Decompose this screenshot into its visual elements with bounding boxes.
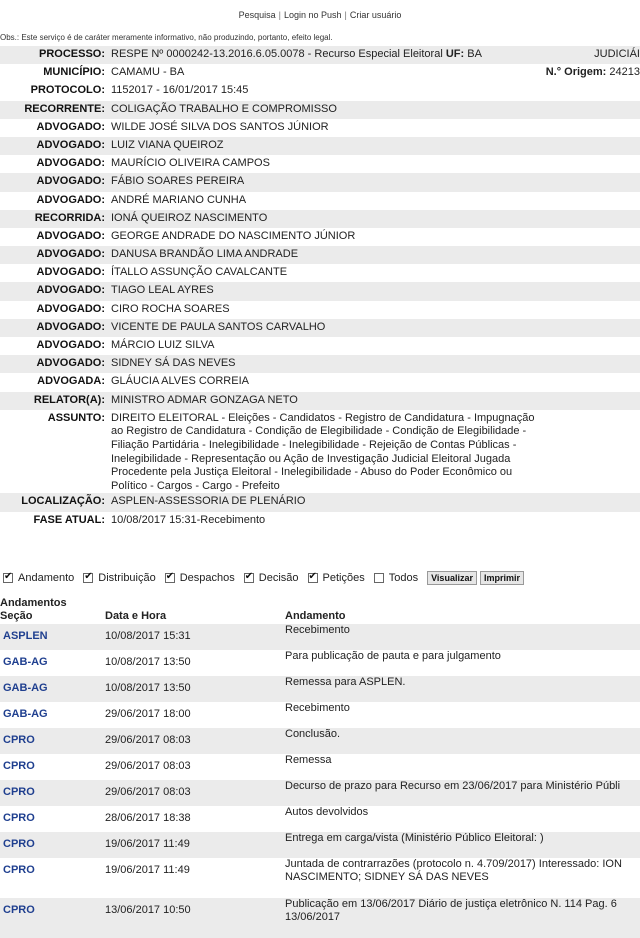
row-andamento: Juntada de contrarrazões (protocolo n. 4.709/2017) Interessado: ION NASCIMENTO; SIDNEY SÁ DAS NEVES	[285, 858, 622, 883]
row-secao-link[interactable]: GAB-AG	[3, 682, 48, 694]
info-row	[0, 210, 640, 228]
filter-bar	[0, 569, 524, 587]
processo-class-text: JUDICIÁI	[594, 48, 640, 60]
info-value: MINISTRO ADMAR GONZAGA NETO	[111, 393, 298, 406]
row-andamento: Remessa para ASPLEN.	[285, 676, 406, 688]
filter-label[interactable]: Andamento	[18, 572, 75, 584]
header-andamento: Andamento	[285, 610, 346, 622]
andamentos-header	[0, 610, 640, 624]
municipio-label: MUNICÍPIO:	[43, 66, 105, 79]
info-value: TIAGO LEAL AYRES	[111, 284, 214, 297]
info-label: ADVOGADO:	[36, 157, 105, 170]
row-secao-link[interactable]: GAB-AG	[3, 708, 48, 720]
origem-value: 24213	[609, 66, 640, 79]
assunto-value: DIREITO ELEITORAL - Eleições - Candidatos - Registro de Candidatura - Impugnação ao Registro de Candidatura - Condição de Elegibilidade - Condição de Elegibilidade - Filiação Partidária - Inelegibilidade - Inelegibilidade - Rejeição de Contas Públicas - Inelegibilidade - Representação ou Ação de Investigação Judicial Eleitoral Jugada Procedente pela Justiça Eleitoral - Inelegibilidade - Abuso do Poder Econômico ou Político - Cargos - Cargo - Prefeito	[111, 411, 535, 492]
table-row	[0, 806, 640, 832]
info-value: GLÁUCIA ALVES CORREIA	[111, 375, 249, 388]
row-andamento: Decurso de prazo para Recurso em 23/06/2017 para Ministério Públi	[285, 780, 621, 792]
info-value: SIDNEY SÁ DAS NEVES	[111, 357, 236, 370]
localizacao-row	[0, 493, 640, 511]
row-data-hora: 10/08/2017 15:31	[105, 630, 191, 642]
row-andamento: Autos devolvidos	[285, 806, 369, 818]
info-label: ADVOGADO:	[36, 175, 105, 188]
top-navigation	[0, 0, 640, 28]
row-andamento: Entrega em carga/vista (Ministério Público Eleitoral: )	[285, 832, 544, 844]
info-row	[0, 319, 640, 337]
info-label: ADVOGADO:	[36, 193, 105, 206]
info-value: ANDRÉ MARIANO CUNHA	[111, 193, 247, 206]
filter-label[interactable]: Petições	[322, 572, 365, 584]
row-data-hora: 28/06/2017 18:38	[105, 812, 191, 824]
info-label: ADVOGADO:	[36, 320, 105, 333]
nav-separator: |	[344, 10, 347, 20]
info-label: ADVOGADO:	[36, 138, 105, 151]
uf-value: BA	[467, 48, 482, 60]
table-row	[0, 780, 640, 806]
row-data-hora: 29/06/2017 08:03	[105, 786, 191, 798]
info-value: DANUSA BRANDÃO LIMA ANDRADE	[111, 248, 299, 261]
municipio-value: CAMAMU - BA	[111, 66, 185, 79]
row-data-hora: 19/06/2017 11:49	[105, 864, 190, 876]
visualizar-button[interactable]: Visualizar	[427, 571, 477, 585]
row-data-hora: 10/08/2017 13:50	[105, 656, 191, 668]
info-row	[0, 155, 640, 173]
row-secao-link[interactable]: CPRO	[3, 904, 35, 916]
info-value: FÁBIO SOARES PEREIRA	[111, 175, 245, 188]
info-row	[0, 355, 640, 373]
table-row	[0, 624, 640, 650]
info-value: MÁRCIO LUIZ SILVA	[111, 339, 215, 351]
filter-2	[162, 572, 235, 584]
info-row	[0, 337, 640, 355]
info-row	[0, 101, 640, 119]
filter-3	[241, 572, 299, 584]
row-secao-link[interactable]: CPRO	[3, 838, 35, 850]
table-row	[0, 858, 640, 898]
andamentos-title: Andamentos	[0, 597, 67, 609]
filter-5	[371, 572, 418, 584]
table-row	[0, 728, 640, 754]
filter-checkbox[interactable]	[308, 573, 318, 583]
header-secao: Seção	[0, 610, 33, 622]
fase-label: FASE ATUAL:	[33, 513, 105, 526]
table-row	[0, 650, 640, 676]
origem-label: N.° Origem:	[545, 66, 607, 79]
row-data-hora: 29/06/2017 08:03	[105, 760, 191, 772]
info-label: ADVOGADA:	[37, 375, 105, 388]
filter-checkbox[interactable]	[374, 573, 384, 583]
info-label: ADVOGADO:	[36, 284, 105, 297]
info-label: ADVOGADO:	[36, 357, 105, 370]
filter-label[interactable]: Distribuição	[98, 572, 156, 584]
row-andamento: Recebimento	[285, 624, 350, 636]
info-row	[0, 282, 640, 300]
row-andamento: Remessa	[285, 754, 332, 766]
header-data-hora: Data e Hora	[105, 610, 167, 622]
processo-value	[105, 46, 640, 60]
filter-label[interactable]: Todos	[388, 572, 419, 584]
row-data-hora: 13/06/2017 10:50	[105, 904, 191, 916]
info-value: IONÁ QUEIROZ NASCIMENTO	[111, 211, 268, 224]
info-label: PROTOCOLO:	[30, 84, 105, 97]
row-data-hora: 29/06/2017 18:00	[105, 708, 191, 720]
info-row	[0, 301, 640, 319]
filter-0	[0, 572, 74, 584]
table-row	[0, 702, 640, 728]
table-row	[0, 898, 640, 938]
localizacao-label: LOCALIZAÇÃO:	[21, 495, 105, 508]
row-andamento: Para publicação de pauta e para julgamento	[285, 650, 501, 662]
info-row	[0, 246, 640, 264]
info-row	[0, 192, 640, 210]
info-row	[0, 264, 640, 282]
info-value: GEORGE ANDRADE DO NASCIMENTO JÚNIOR	[111, 229, 356, 242]
info-label: RELATOR(A):	[33, 393, 105, 406]
info-label: ADVOGADO:	[36, 120, 105, 133]
row-secao-link[interactable]: GAB-AG	[3, 656, 48, 668]
fase-value: 10/08/2017 15:31-Recebimento	[111, 513, 266, 526]
assunto-row	[0, 410, 640, 494]
processo-number: RESPE Nº 0000242-13.2016.6.05.0078 - Recurso Especial Eleitoral	[111, 48, 443, 60]
processo-label: PROCESSO:	[38, 48, 105, 60]
nav-separator: |	[278, 10, 281, 20]
localizacao-value: ASPLEN-ASSESSORIA DE PLENÁRIO	[111, 495, 306, 508]
info-label: ADVOGADO:	[36, 339, 105, 351]
assunto-label: ASSUNTO:	[47, 411, 105, 424]
filter-checkbox[interactable]	[165, 573, 175, 583]
info-row	[0, 173, 640, 191]
row-secao-link[interactable]: CPRO	[3, 786, 35, 798]
info-label: RECORRENTE:	[24, 102, 105, 115]
municipio-row	[0, 64, 640, 82]
nav-link-login-push[interactable]: Login no Push	[283, 10, 342, 20]
info-row	[0, 392, 640, 410]
nav-link-pesquisa[interactable]: Pesquisa	[238, 10, 276, 20]
info-value: 1152017 - 16/01/2017 15:45	[111, 84, 249, 97]
info-value: WILDE JOSÉ SILVA DOS SANTOS JÚNIOR	[111, 120, 329, 133]
row-secao-link[interactable]: CPRO	[3, 864, 35, 876]
disclaimer-text: Obs.: Este serviço é de caráter meramente informativo, não produzindo, portanto, efeito legal.	[0, 33, 333, 42]
info-label: RECORRIDA:	[34, 211, 105, 224]
info-value: CIRO ROCHA SOARES	[111, 302, 230, 315]
info-label: ADVOGADO:	[36, 248, 105, 261]
row-data-hora: 10/08/2017 13:50	[105, 682, 191, 694]
table-row	[0, 754, 640, 780]
info-row	[0, 373, 640, 391]
filter-checkbox[interactable]	[83, 573, 93, 583]
andamentos-table	[0, 610, 640, 938]
info-label: ADVOGADO:	[36, 266, 105, 279]
info-row	[0, 82, 640, 100]
filter-checkbox[interactable]	[244, 573, 254, 583]
info-row	[0, 228, 640, 246]
row-secao-link[interactable]: CPRO	[3, 760, 35, 772]
row-andamento: Conclusão.	[285, 728, 341, 740]
info-row	[0, 137, 640, 155]
processo-row	[0, 46, 640, 64]
filter-checkbox[interactable]	[3, 573, 13, 583]
info-label: ADVOGADO:	[36, 302, 105, 315]
info-value: MAURÍCIO OLIVEIRA CAMPOS	[111, 157, 270, 170]
table-row	[0, 832, 640, 858]
info-row	[0, 119, 640, 137]
nav-link-criar-usuario[interactable]: Criar usuário	[349, 10, 402, 20]
filter-4	[305, 572, 365, 584]
process-info-table	[0, 46, 640, 530]
row-data-hora: 29/06/2017 08:03	[105, 734, 191, 746]
info-value: ÍTALLO ASSUNÇÃO CAVALCANTE	[111, 266, 288, 279]
filter-label[interactable]: Despachos	[179, 572, 235, 584]
row-secao-link[interactable]: ASPLEN	[3, 630, 48, 642]
row-andamento: Recebimento	[285, 702, 350, 714]
row-secao-link[interactable]: CPRO	[3, 734, 35, 746]
uf-label: UF:	[445, 48, 465, 60]
origem	[546, 66, 640, 78]
filter-label[interactable]: Decisão	[258, 572, 299, 584]
row-secao-link[interactable]: CPRO	[3, 812, 35, 824]
info-label: ADVOGADO:	[36, 229, 105, 242]
table-row	[0, 676, 640, 702]
info-value: VICENTE DE PAULA SANTOS CARVALHO	[111, 320, 326, 333]
info-value: COLIGAÇÃO TRABALHO E COMPROMISSO	[111, 102, 337, 115]
row-data-hora: 19/06/2017 11:49	[105, 838, 190, 850]
info-value: LUIZ VIANA QUEIROZ	[111, 138, 224, 151]
row-andamento: Publicação em 13/06/2017 Diário de justiça eletrônico N. 114 Pag. 6 13/06/2017	[285, 898, 617, 923]
filter-1	[80, 572, 155, 584]
imprimir-button[interactable]: Imprimir	[480, 571, 524, 585]
fase-row	[0, 512, 640, 530]
